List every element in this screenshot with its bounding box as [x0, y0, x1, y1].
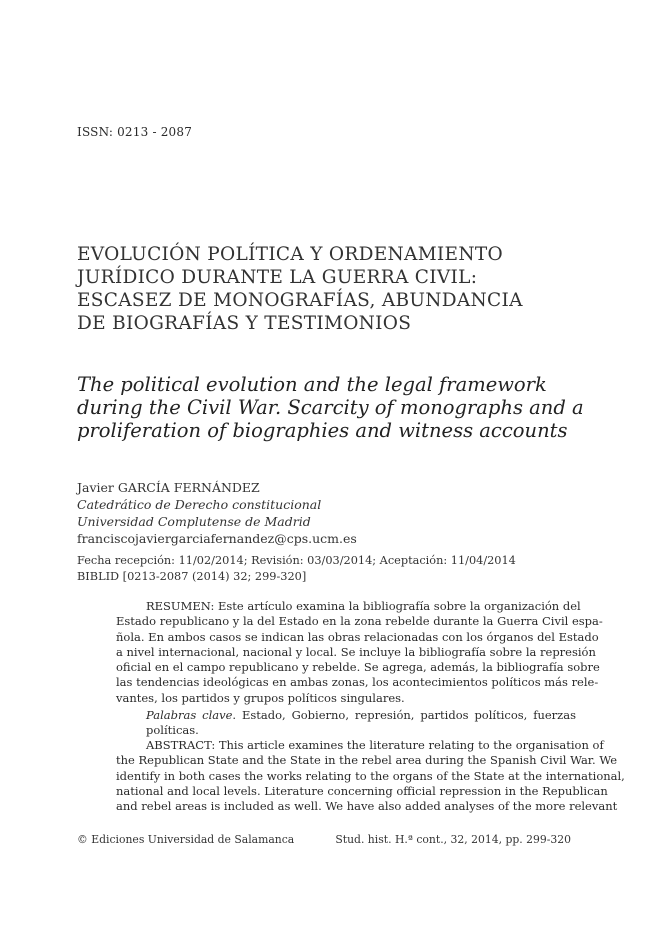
resumen-paragraph [116, 599, 603, 706]
spanish-title-line: ESCASEZ DE MONOGRAFÍAS, ABUNDANCIA [77, 290, 523, 311]
abstract-line: identify in both cases the works relating to the organs of the State at the international, [116, 768, 625, 783]
reception-dates: Fecha recepción: 11/02/2014; Revisión: 03/03/2014; Aceptación: 11/04/2014 [77, 554, 516, 567]
resumen-line: oficial en el campo republicano y rebelde. Se agrega, además, la bibliografía sobre [116, 660, 600, 675]
english-title-line: during the Civil War. Scarcity of monographs and a [77, 396, 584, 419]
biblid: BIBLID [0213-2087 (2014) 32; 299-320] [77, 570, 307, 583]
english-title [77, 373, 584, 442]
issn-number: ISSN: 0213 - 2087 [77, 125, 193, 139]
abstract-line: the Republican State and the State in the rebel area during the Spanish Civil War. We [116, 753, 618, 768]
keywords-text: . Estado, Gobierno, represión, partidos políticos, fuerzas políticas. [146, 708, 576, 738]
spanish-title-line: EVOLUCIÓN POLÍTICA Y ORDENAMIENTO [77, 244, 503, 265]
english-title-line: proliferation of biographies and witness accounts [77, 419, 568, 442]
author-info [77, 479, 577, 547]
resumen-line: vantes, los partidos y grupos políticos singulares. [116, 690, 405, 705]
author-institution: Universidad Complutense de Madrid [77, 514, 311, 529]
author-position: Catedrático de Derecho constitucional [77, 497, 322, 512]
article-dates [77, 553, 577, 585]
abstract-paragraph [116, 738, 625, 814]
resumen-line: RESUMEN: Este artículo examina la bibliografía sobre la organización del [146, 599, 581, 613]
resumen-line: las tendencias ideológicas en ambas zonas, los acontecimientos políticos más rele- [116, 675, 599, 690]
resumen-line: ñola. En ambos casos se indican las obras relacionadas con los órganos del Estado [116, 629, 599, 644]
footer-publisher: © Ediciones Universidad de Salamanca [77, 833, 295, 846]
author-name: Javier GARCÍA FERNÁNDEZ [77, 480, 260, 495]
spanish-title [77, 243, 577, 335]
abstract-line: national and local levels. Literature concerning official repression in the Republican [116, 783, 608, 798]
spanish-title-line: DE BIOGRAFÍAS Y TESTIMONIOS [77, 313, 412, 334]
resumen-line: Estado republicano y la del Estado en la zona rebelde durante la Guerra Civil espa- [116, 614, 603, 629]
resumen-line: a nivel internacional, nacional y local. Se incluye la bibliografía sobre la represión [116, 644, 596, 659]
keywords-label: Palabras clave [146, 708, 233, 722]
footer-citation: Stud. hist. H.ª cont., 32, 2014, pp. 299-320 [335, 833, 571, 846]
english-title-line: The political evolution and the legal framework [77, 373, 547, 396]
keywords-line [146, 708, 576, 739]
abstract-line: ABSTRACT: This article examines the literature relating to the organisation of [146, 738, 604, 752]
spanish-title-line: JURÍDICO DURANTE LA GUERRA CIVIL: [77, 267, 478, 288]
abstract-line: and rebel areas is included as well. We have also added analyses of the more relevant [116, 799, 618, 814]
author-email[interactable]: franciscojaviergarciafernandez@cps.ucm.es [77, 531, 357, 546]
page-footer [77, 833, 571, 846]
